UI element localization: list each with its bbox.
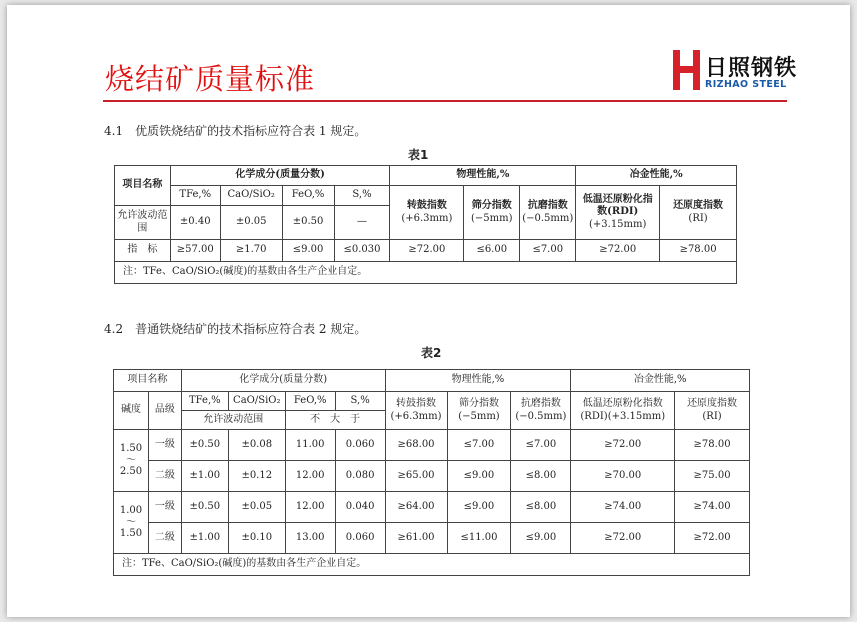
col-header-feo: FeO,%: [285, 392, 335, 411]
table-cell: ≤6.00: [464, 240, 520, 262]
table-cell: ≥61.00: [385, 523, 447, 554]
table-cell: ≥78.00: [660, 240, 737, 262]
table-cell: ≤7.00: [520, 240, 576, 262]
page-title: 烧结矿质量标准: [105, 62, 316, 96]
table-cell: ≥72.00: [675, 523, 750, 554]
basicity-range: 1.00 ～ 1.50: [114, 492, 149, 554]
grade-cell: 一级: [148, 492, 181, 523]
table-cell: ±0.40: [170, 206, 220, 240]
row-label-index: 指 标: [115, 240, 171, 262]
table-cell: ≤8.00: [511, 492, 571, 523]
table-cell: ≥65.00: [385, 461, 447, 492]
table1-caption: 表1: [408, 148, 429, 162]
table2-note: 注：TFe、CaO/SiO₂(碱度)的基数由各生产企业自定。: [114, 554, 750, 576]
col-header-abrasion: 抗磨指数 (−0.5mm): [511, 392, 571, 430]
item-name-header: 项目名称: [115, 166, 171, 206]
phys-group-header: 物理性能,%: [385, 370, 571, 392]
table-2: [113, 369, 750, 576]
slide: [7, 5, 850, 617]
table-cell: ≥75.00: [675, 461, 750, 492]
table-cell: ≤9.00: [447, 492, 511, 523]
table-cell: 12.00: [285, 461, 335, 492]
max-label: 不 大 于: [285, 411, 385, 430]
metal-group-header: 冶金性能,%: [576, 166, 737, 186]
table-cell: ±0.05: [220, 206, 282, 240]
col-header-tumbler: 转鼓指数 (+6.3mm): [390, 186, 464, 240]
chem-group-header: 化学成分(质量分数): [170, 166, 390, 186]
logo-chinese-text: 日照钢铁: [705, 56, 798, 81]
basicity-header: 碱度: [114, 392, 149, 430]
table-cell: 0.040: [335, 492, 385, 523]
section2-intro: 4.2 普通铁烧结矿的技术指标应符合表 2 规定。: [104, 322, 367, 336]
table-cell: 0.060: [335, 523, 385, 554]
col-header-tfe: TFe,%: [181, 392, 228, 411]
col-header-s: S,%: [335, 392, 385, 411]
range-label: 允许波动范围: [181, 411, 285, 430]
table-1: [114, 165, 737, 284]
col-header-rdi: 低温还原粉化指数(RDI) (+3.15mm): [576, 186, 660, 240]
table-cell: ≥57.00: [170, 240, 220, 262]
col-header-feo: FeO,%: [282, 186, 334, 206]
table-cell: ≥68.00: [385, 430, 447, 461]
table-cell: ±0.50: [181, 430, 228, 461]
table-cell: ±0.50: [282, 206, 334, 240]
table-cell: ≤8.00: [511, 461, 571, 492]
table-cell: ≤11.00: [447, 523, 511, 554]
table-cell: ±0.08: [228, 430, 285, 461]
table-cell: —: [334, 206, 390, 240]
table-cell: ≤9.00: [447, 461, 511, 492]
table-cell: ≥74.00: [571, 492, 675, 523]
table-cell: ≥72.00: [571, 430, 675, 461]
table-cell: ±1.00: [181, 461, 228, 492]
table-cell: ±0.05: [228, 492, 285, 523]
col-header-abrasion: 抗磨指数 (−0.5mm): [520, 186, 576, 240]
table-row: [114, 461, 750, 492]
table-cell: ≥72.00: [571, 523, 675, 554]
table-cell: 0.080: [335, 461, 385, 492]
grade-cell: 二级: [148, 461, 181, 492]
table-cell: ≤7.00: [511, 430, 571, 461]
table-cell: ≤0.030: [334, 240, 390, 262]
grade-cell: 二级: [148, 523, 181, 554]
table-cell: ≥78.00: [675, 430, 750, 461]
col-header-rdi: 低温还原粉化指数 (RDI)(+3.15mm): [571, 392, 675, 430]
grade-cell: 一级: [148, 430, 181, 461]
rizhao-logo-icon: [672, 48, 702, 92]
col-header-screen: 筛分指数 (−5mm): [464, 186, 520, 240]
phys-group-header: 物理性能,%: [390, 166, 576, 186]
item-name-header: 项目名称: [114, 370, 182, 392]
table-cell: ≤9.00: [511, 523, 571, 554]
table-cell: 0.060: [335, 430, 385, 461]
metal-group-header: 冶金性能,%: [571, 370, 750, 392]
col-header-basicity: CaO/SiO₂: [228, 392, 285, 411]
table-cell: ≤7.00: [447, 430, 511, 461]
table-cell: 11.00: [285, 430, 335, 461]
table-cell: ≥64.00: [385, 492, 447, 523]
table-row: [114, 492, 750, 523]
table-cell: ±0.12: [228, 461, 285, 492]
grade-header: 品级: [148, 392, 181, 430]
col-header-ri: 还原度指数 (RI): [675, 392, 750, 430]
col-header-basicity: CaO/SiO₂: [220, 186, 282, 206]
chem-group-header: 化学成分(质量分数): [181, 370, 385, 392]
table-cell: ≤9.00: [282, 240, 334, 262]
table-cell: ≥1.70: [220, 240, 282, 262]
table-cell: ±0.50: [181, 492, 228, 523]
col-header-screen: 筛分指数 (−5mm): [447, 392, 511, 430]
table-row: [114, 430, 750, 461]
title-underline: [103, 100, 787, 102]
table-cell: ≥70.00: [571, 461, 675, 492]
table-cell: ≥72.00: [390, 240, 464, 262]
table-cell: ≥74.00: [675, 492, 750, 523]
table-cell: ±0.10: [228, 523, 285, 554]
col-header-s: S,%: [334, 186, 390, 206]
table-row: [114, 523, 750, 554]
table-cell: 13.00: [285, 523, 335, 554]
company-logo: [672, 48, 797, 96]
basicity-range: 1.50 ～ 2.50: [114, 430, 149, 492]
table-cell: 12.00: [285, 492, 335, 523]
col-header-ri: 还原度指数 (RI): [660, 186, 737, 240]
section1-intro: 4.1 优质铁烧结矿的技术指标应符合表 1 规定。: [104, 124, 367, 138]
table-cell: ≥72.00: [576, 240, 660, 262]
col-header-tumbler: 转鼓指数 (+6.3mm): [385, 392, 447, 430]
table-row: [115, 240, 737, 262]
table1-note: 注：TFe、CaO/SiO₂(碱度)的基数由各生产企业自定。: [115, 262, 737, 284]
table-cell: ±1.00: [181, 523, 228, 554]
row-label-range: 允许波动范围: [115, 206, 171, 240]
col-header-tfe: TFe,%: [170, 186, 220, 206]
logo-english-text: RIZHAO STEEL: [705, 79, 787, 90]
table2-caption: 表2: [421, 346, 442, 360]
